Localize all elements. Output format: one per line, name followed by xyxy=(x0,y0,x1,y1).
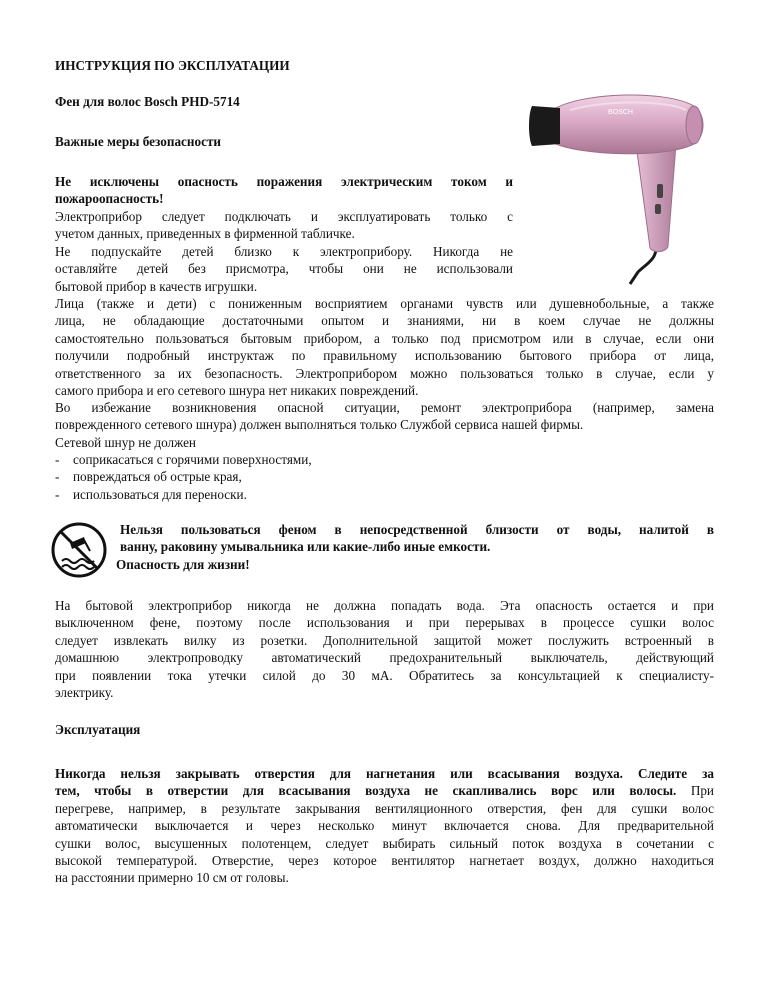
hair-dryer-image xyxy=(526,84,716,294)
cord-intro: Сетевой шнур не должен xyxy=(55,435,196,450)
list-item: - соприкасаться с горячими поверхностями, xyxy=(55,452,312,467)
list-item: - использоваться для переноски. xyxy=(55,486,247,502)
document-title: ИНСТРУКЦИЯ ПО ЭКСПЛУАТАЦИИ xyxy=(55,58,290,73)
switch-icon xyxy=(657,184,663,198)
life-danger: Опасность для жизни! xyxy=(116,557,250,572)
narrow-paragraph: Электроприбор следует подключать и эксплуатировать только с учетом данных, приведенных в фирменной табличке. Не подпускайте детей близко к электроприбору. Никогда не оставляйте детей без присмотра, чтобы они не использовали бытовой прибор в качеств игрушки. xyxy=(55,209,513,294)
product-name: Фен для волос Bosch PHD-5714 xyxy=(55,94,240,109)
persons-paragraph: Лица (также и дети) с пониженным восприятием органами чувств или душевнобольные, а также лица, не обладающие достаточными опытом и знаниями, ни в коем случае не должны самостоятельно пользоваться бытовым прибором, а только под присмотром или в случае, если они получили подробный инструктаж по правильному использованию бытового прибора от лица, ответственного за их безопасность. Электроприбором можно пользоваться только в случае, если у самого прибора и его сетевого шнура нет никаких повреждений. xyxy=(55,296,714,399)
operation-heading: Эксплуатация xyxy=(55,722,141,737)
no-water-warning-icon xyxy=(50,521,108,579)
water-paragraph: На бытовой электроприбор никогда не должна попадать вода. Эта опасность остается и при выключенном фене, поэтому после использования и при перерывах в процессе сушки волос следует извлекать вилку из розетки. Дополнительной защитой может послужить встроенный в домашнюю электропроводку автоматический предохранительный выключатель, действующий при появлении тока утечки силой до 30 мА. Обратитесь за консультацией к специалисту- электрику. xyxy=(55,598,714,701)
danger-heading: Не исключены опасность поражения электрическим током и пожароопасность! xyxy=(55,174,513,207)
operation-paragraph: Никогда нельзя закрывать отверстия для нагнетания или всасывания воздуха. Следите за тем, чтобы в отверстии для всасывания воздуха не скапливались ворс или волосы. При перегреве, например, в результате закрывания вентиляционного отверстия, фен для сушки волос автоматически выключается и через несколько минут включается снова. Для предварительной сушки волос, высушенных полотенцем, следует выбирать сильный поток воздуха в сочетании с высокой температурой. Отверстие, через которое вентилятор нагнетает воздух, должно находиться на расстоянии примерно 10 см от головы. xyxy=(55,766,714,886)
water-warning: Нельзя пользоваться феном в непосредственной близости от воды, налитой в ванну, раковину умывальника или какие-либо иные емкости. xyxy=(120,522,714,555)
cord-list xyxy=(55,451,312,503)
safety-heading: Важные меры безопасности xyxy=(55,134,222,149)
brand-logo: BOSCH xyxy=(608,109,633,116)
switch-icon xyxy=(655,204,661,214)
repair-paragraph: Во избежание возникновения опасной ситуации, ремонт электроприбора (например, замена поврежденного сетевого шнура) должен выполняться только Службой сервиса нашей фирмы. xyxy=(55,400,714,433)
list-item: - повреждаться об острые края, xyxy=(55,469,242,485)
